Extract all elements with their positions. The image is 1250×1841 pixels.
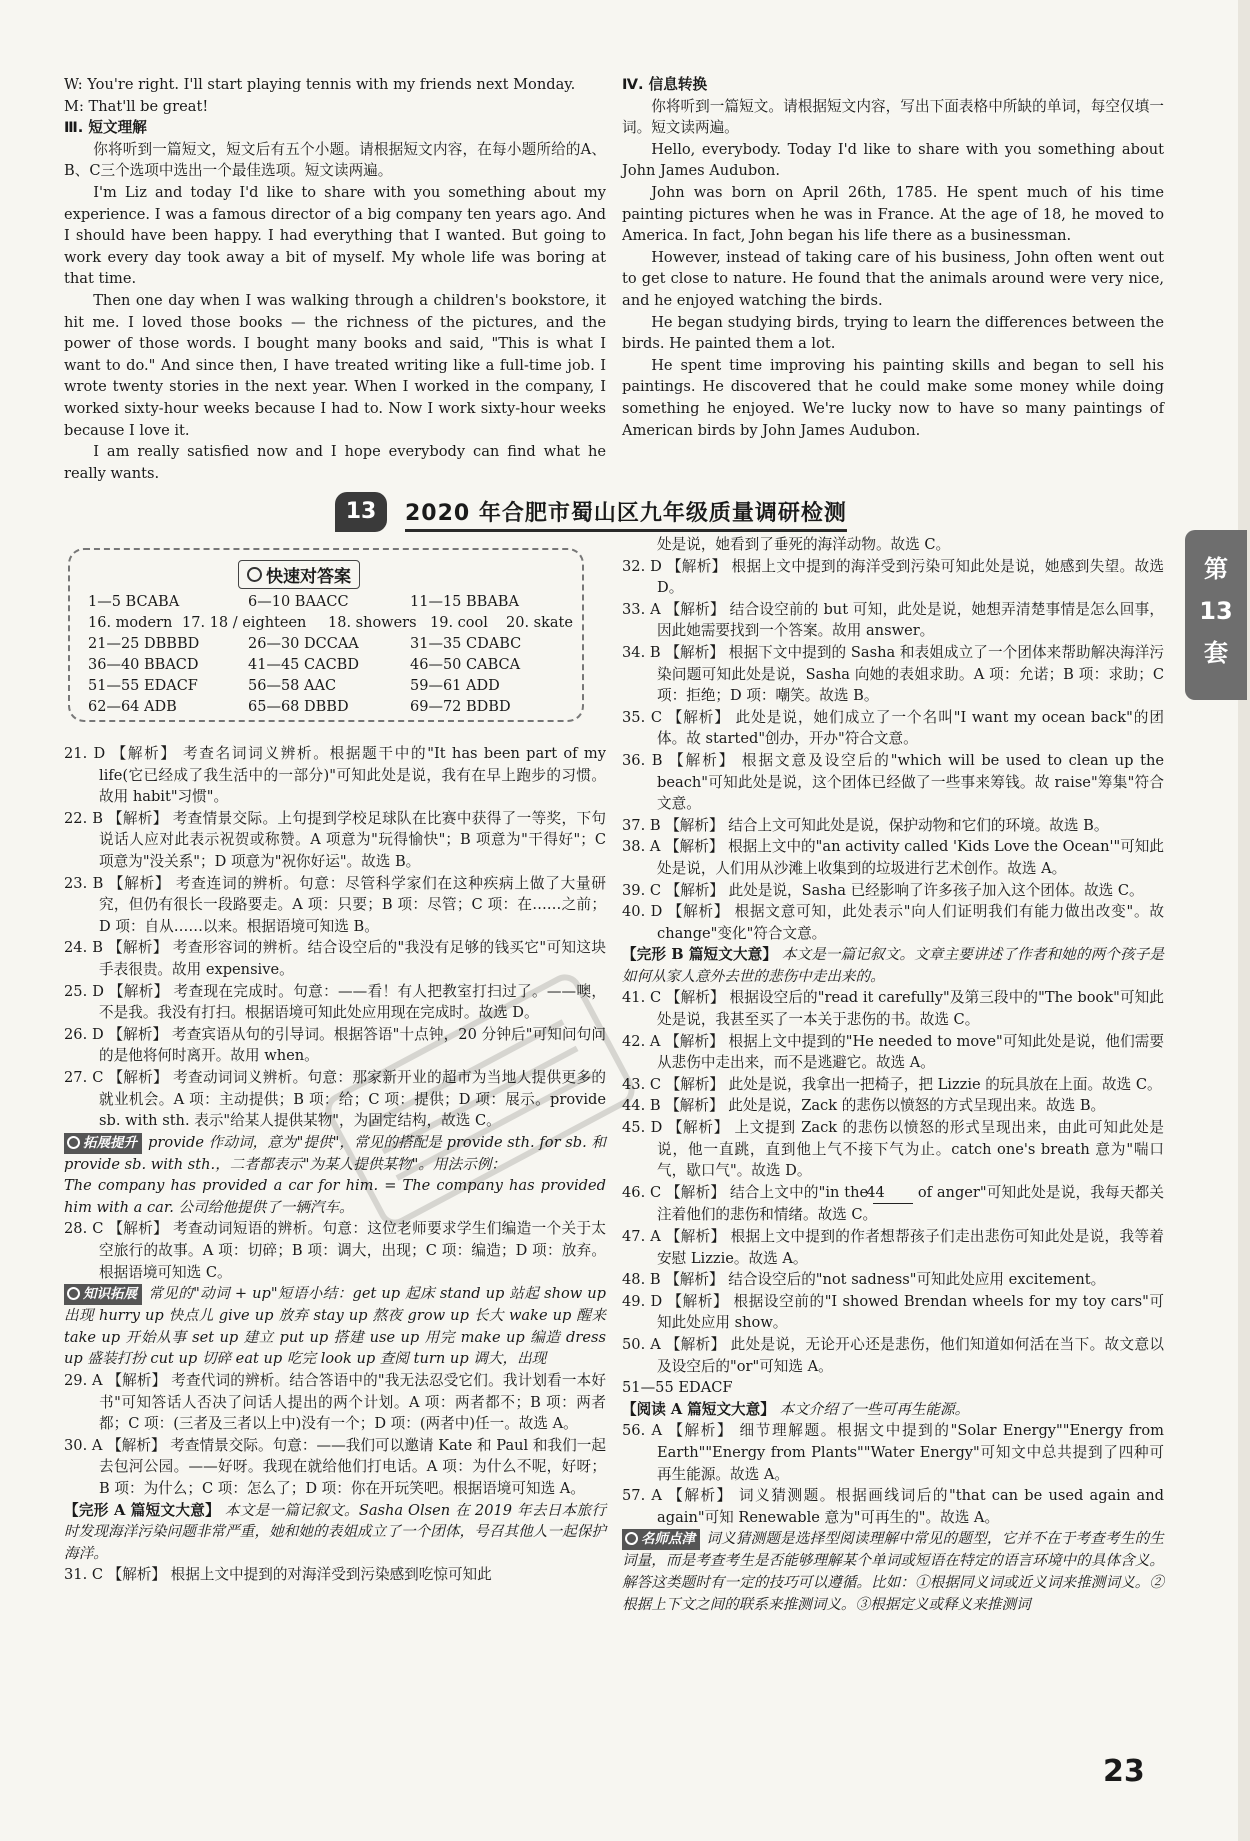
answer-cell: 31—35 CDABC bbox=[410, 636, 522, 652]
answer-analysis: 22. B 【解析】 考查情景交际。上句提到学校足球队在比赛中获得了一等奖，下句说话人应对此表示祝贺或称赞。A 项意为"玩得愉快"；B 项意为"干得好"；C 项意为"没关系"；D 项意为"祝你好运"。故选 B。 bbox=[64, 809, 606, 870]
passage-paragraph: Hello, everybody. Today I'd like to share with you something about John James Audubon. bbox=[622, 140, 1164, 180]
section-intro: 你将听到一篇短文。请根据短文内容，写出下面表格中所缺的单词，每空仅填一词。短文读两遍。 bbox=[622, 97, 1164, 137]
section-intro: 你将听到一篇短文，短文后有五个小题。请根据短文内容，在每小题所给的A、B、C三个选项中选出一个最佳选项。短文读两遍。 bbox=[64, 140, 606, 180]
quick-answer-heading bbox=[238, 560, 360, 589]
answer-cell: 36—40 BBACD bbox=[88, 657, 199, 673]
answer-analysis: 25. D 【解析】 考查现在完成时。句意：——看！有人把教室打扫过了。——噢，不是我。我没有打扫。根据语境可知此处应用现在完成时。故选 D。 bbox=[64, 982, 606, 1022]
answer-cell: 59—61 ADD bbox=[410, 678, 500, 694]
listening-script-right bbox=[622, 74, 1164, 441]
analysis-right-column bbox=[622, 534, 1164, 1615]
dialogue-line: W: You're right. I'll start playing tennis with my friends next Monday. bbox=[64, 76, 576, 93]
answer-analysis: 42. A 【解析】 根据上文中提到的"He needed to move"可知此处是说，他们需要从悲伤中走出来，而不是逃避它。故选 A。 bbox=[622, 1032, 1164, 1072]
answer-cell: 1—5 BCABA bbox=[88, 594, 180, 610]
test-number-badge: 13 bbox=[335, 492, 387, 532]
answer-cell: 20. skate bbox=[506, 615, 573, 631]
answer-analysis: 41. C 【解析】 根据设空后的"read it carefully"及第三段中的"The book"可知此处是说，我甚至买了一本关于悲伤的书。故选 C。 bbox=[622, 989, 1164, 1029]
answer-cell: 69—72 BDBD bbox=[410, 699, 511, 715]
answer-cell: 6—10 BAACC bbox=[248, 594, 349, 610]
passage-paragraph: However, instead of taking care of his business, John often went out to get close to nature. He found that the animals around were very nice, and he enjoyed watching the birds. bbox=[622, 248, 1164, 309]
tip-icon bbox=[67, 1136, 80, 1149]
analysis-text: 46. C 【解析】 结合上文中的"in the bbox=[622, 1183, 869, 1201]
answer-cell: 62—64 ADB bbox=[88, 699, 177, 715]
answer-analysis: 26. D 【解析】 考查宾语从句的引导词。根据答语"十点钟，20 分钟后"可知问句问的是他将何时离开。故用 when。 bbox=[64, 1025, 606, 1065]
tab-number: 13 bbox=[1199, 597, 1233, 625]
answer-analysis: 处是说，她看到了垂死的海洋动物。故选 C。 bbox=[657, 536, 951, 553]
answer-analysis: 27. C 【解析】 考查动词词义辨析。句意：那家新开业的超市为当地人提供更多的就业机会。A 项：主动提供；B 项：给；C 项：提供；D 项：展示。provide sb. with sth. 表示"给某人提供某物"，为固定结构，故选 C。 bbox=[64, 1068, 606, 1130]
answer-analysis: 51—55 EDACF bbox=[622, 1379, 733, 1397]
passage-paragraph: He began studying birds, trying to learn the differences between the birds. He painted them a lot. bbox=[622, 313, 1164, 353]
knowledge-tip-tag: 知识拓展 bbox=[64, 1284, 142, 1305]
summary-text: 本文是一篇记叙文。文章主要讲述了作者和她的两个孩子是如何从家人意外去世的悲伤中走出来的。 bbox=[622, 946, 1164, 985]
summary-tag: 【完形 A 篇短文大意】 bbox=[64, 1501, 220, 1519]
passage-paragraph: I am really satisfied now and I hope everybody can find what he really wants. bbox=[64, 443, 606, 482]
answer-analysis: 37. B 【解析】 结合上文可知此处是说，保护动物和它们的环境。故选 B。 bbox=[622, 816, 1109, 834]
analysis-left-column bbox=[64, 743, 606, 1586]
passage-paragraph: He spent time improving his painting skills and began to sell his paintings. He discovered that he could make some money while doing something he enjoyed. We're lucky now to have so many paintings of American birds by John James Audubon. bbox=[622, 356, 1164, 439]
answer-analysis: 38. A 【解析】 根据上文中的"an activity called 'Kids Love the Ocean'"可知此处是说，人们用从沙滩上收集到的垃圾进行艺术创作。故选 A。 bbox=[622, 838, 1164, 877]
passage-paragraph: Then one day when I was walking through a children's bookstore, it hit me. I loved those books — the richness of the pictures, and the power of those words. I bought many books and said, "This is what I want to do." And since then, I have treated writing like a full-time job. I wrote twenty stories in the next year. When I worked in the company, I worked sixty-hour weeks because I had to. Now I work sixty-hour weeks because I love it. bbox=[64, 291, 606, 439]
passage-summary-cloze-a bbox=[64, 1500, 606, 1565]
passage-summary-cloze-b bbox=[622, 944, 1164, 987]
tip-icon bbox=[625, 1532, 638, 1545]
extend-tip-tag: 拓展提升 bbox=[64, 1133, 142, 1154]
quick-answer-heading-text: 快速对答案 bbox=[266, 567, 351, 587]
answer-analysis: 44. B 【解析】 此处是说，Zack 的悲伤以愤怒的方式呈现出来。故选 B。 bbox=[622, 1097, 1106, 1115]
answer-cell: 16. modern bbox=[88, 615, 173, 631]
section-title: Ⅳ. 信息转换 bbox=[622, 76, 708, 93]
quick-answer-box bbox=[68, 548, 584, 722]
answer-analysis: 47. A 【解析】 根据上文中提到的作者想帮孩子们走出悲伤可知此处是说，我等着安慰 Lizzie。故选 A。 bbox=[622, 1228, 1164, 1267]
answer-analysis: 31. C 【解析】 根据上文中提到的对海洋受到污染感到吃惊可知此 bbox=[64, 1566, 492, 1584]
tip-icon bbox=[67, 1287, 80, 1300]
page-edge-strip bbox=[1238, 0, 1250, 1841]
dialogue-line: M: That'll be great! bbox=[64, 97, 209, 115]
section-title: Ⅲ. 短文理解 bbox=[64, 119, 147, 137]
answer-analysis: 21. D 【解析】 考查名词词义辨析。根据题干中的"It has been part of my life(它已经成了我生活中的一部分)"可知此处是说，我有在早上跑步的习惯。故用 habit"习惯"。 bbox=[64, 745, 606, 806]
test-title-band bbox=[335, 492, 891, 534]
teacher-tip bbox=[622, 1528, 1164, 1615]
answer-analysis: 32. D 【解析】 根据上文中提到的海洋受到污染可知此处是说，她感到失望。故选 D。 bbox=[622, 557, 1164, 597]
answer-analysis: 23. B 【解析】 考查连词的辨析。句意：尽管科学家们在这种疾病上做了大量研究，但仍有很长一段路要走。A 项：只要；B 项：尽管；C 项：在……之前；D 项：自从……以来。根据语境可知选 B。 bbox=[64, 874, 606, 935]
answer-analysis: 57. A 【解析】 词义猜测题。根据画线词后的"that can be used again and again"可知 Renewable 意为"可再生的"。故选 A。 bbox=[622, 1487, 1164, 1526]
extend-tip bbox=[64, 1132, 606, 1176]
answer-analysis: 24. B 【解析】 考查形容词的辨析。结合设空后的"我没有足够的钱买它"可知这块手表很贵。故用 expensive。 bbox=[64, 939, 606, 978]
answer-cell: 26—30 DCCAA bbox=[248, 636, 359, 652]
answer-analysis: 45. D 【解析】 上文提到 Zack 的悲伤以愤怒的形式呈现出来，由此可知此处是说，他一直跳，直到他上气不接下气为止。catch one's breath 意为"喘口气，歇口气"。故选 D。 bbox=[622, 1119, 1164, 1180]
knowledge-tip bbox=[64, 1283, 606, 1370]
answer-analysis: 49. D 【解析】 根据设空前的"I showed Brendan wheels for my toy cars"可知此处应用 show。 bbox=[622, 1292, 1164, 1332]
answer-analysis-46 bbox=[622, 1182, 1164, 1226]
teacher-tip-text: 词义猜测题是选择型阅读理解中常见的题型，它并不在于考查考生的生词量，而是考查考生是否能够理解某个单词或短语在特定的语言环境中的具体含义。解答这类题时有一定的技巧可以遵循。比如：①根据同义词或近义词来推测词义。②根据上下文之间的联系来推测词义。③根据定义或释义来推测词 bbox=[622, 1530, 1164, 1613]
listening-script-left bbox=[64, 74, 606, 484]
answer-cell: 21—25 DBBBD bbox=[88, 636, 200, 652]
magnifier-icon bbox=[247, 567, 262, 582]
summary-text: 本文是一篇记叙文。Sasha Olsen 在 2019 年去日本旅行时发现海洋污染问题非常严重，她和她的表姐成立了一个团体，号召其他人一起保护海洋。 bbox=[64, 1501, 606, 1562]
knowledge-tip-text: 常见的"动词 + up"短语小结：get up 起床 stand up 站起 show up 出现 hurry up 快点儿 give up 放弃 stay up 熬夜 grow up 长大 wake up 醒来 take up 开始从事 set up 建立 put up 搭建 use up 用完 make up 编造 dress up 盛装打扮 cut up 切碎 eat up 吃完 look up 查阅 turn up 调大，出现 bbox=[64, 1285, 606, 1368]
summary-tag: 【阅读 A 篇短文大意】 bbox=[622, 1400, 775, 1418]
extend-tip-text: provide 作动词，意为"提供"，常见的搭配是 provide sth. for sb. 和 provide sb. with sth.，二者都表示"为某人提供某物"。用法示例： bbox=[64, 1133, 606, 1173]
page-number: 23 bbox=[1103, 1754, 1145, 1789]
answer-analysis: 35. C 【解析】 此处是说，她们成立了一个名叫"I want my ocean back"的团体。故 started"创办，开办"符合文意。 bbox=[622, 708, 1164, 748]
extend-tip-example: The company has provided a car for him. = The company has provided him with a car. 公司给他提供了一辆汽车。 bbox=[64, 1177, 606, 1216]
summary-text: 本文介绍了一些可再生能源。 bbox=[779, 1400, 970, 1418]
answer-cell: 65—68 DBBD bbox=[248, 699, 349, 715]
answer-analysis: 34. B 【解析】 根据下文中提到的 Sasha 和表姐成立了一个团体来帮助解决海洋污染问题可知此处是说，Sasha 向她的表姐求助。A 项：允诺；B 项：求助；C 项：拒绝；D 项：嘲笑。故选 B。 bbox=[622, 643, 1164, 705]
passage-paragraph: I'm Liz and today I'd like to share with you something about my experience. I was a famous director of a big company ten years ago. And I should have been happy. I had everything that I wanted. But going to work every day took away a bit of myself. My whole life was boring at that time. bbox=[64, 183, 606, 288]
answer-cell: 56—58 AAC bbox=[248, 678, 337, 694]
passage-summary-reading-a bbox=[622, 1399, 1164, 1421]
answer-cell: 41—45 CACBD bbox=[248, 657, 359, 673]
answer-analysis: 40. D 【解析】 根据文意可知，此处表示"向人们证明我们有能力做出改变"。故 change"变化"符合文意。 bbox=[622, 903, 1164, 942]
answer-analysis: 43. C 【解析】 此处是说，我拿出一把椅子，把 Lizzie 的玩具放在上面。故选 C。 bbox=[622, 1075, 1162, 1093]
answer-cell: 46—50 CABCA bbox=[410, 657, 521, 673]
set-number-tab bbox=[1185, 530, 1247, 700]
answer-analysis: 36. B 【解析】 根据文意及设空后的"which will be used to clean up the beach"可知此处是说，这个团体已经做了一些事来筹钱。故 raise"筹集"符合文意。 bbox=[622, 751, 1164, 813]
tab-char: 第 bbox=[1204, 555, 1228, 583]
answer-analysis: 29. A 【解析】 考查代词的辨析。结合答语中的"我无法忍受它们。我计划看一本好书"可知答话人否决了问话人提出的两个计划。A 项：两者都不；B 项：两者都；C 项：(三者及三者以上中)没有一个；D 项：(两者中)任一。故选 A。 bbox=[64, 1372, 606, 1433]
tab-char: 套 bbox=[1204, 639, 1228, 667]
test-title: 2020 年合肥市蜀山区九年级质量调研检测 bbox=[405, 496, 847, 532]
answer-analysis: 50. A 【解析】 此处是说，无论开心还是悲伤，他们知道如何活在当下。故文意以及设空后的"or"可知选 A。 bbox=[622, 1335, 1164, 1375]
answer-analysis: 48. B 【解析】 结合设空后的"not sadness"可知此处应用 excitement。 bbox=[622, 1271, 1106, 1289]
answer-cell: 17. 18 / eighteen bbox=[182, 615, 307, 631]
summary-tag: 【完形 B 篇短文大意】 bbox=[622, 946, 778, 964]
passage-paragraph: John was born on April 26th, 1785. He spent much of his time painting pictures when he was in France. At the age of 18, he moved to America. In fact, John began his life there as a businessman. bbox=[622, 183, 1164, 245]
answer-analysis: 39. C 【解析】 此处是说，Sasha 已经影响了许多孩子加入这个团体。故选 C。 bbox=[622, 881, 1144, 899]
answer-cell: 51—55 EDACF bbox=[88, 678, 198, 694]
analysis-text: of anger"可知此处是说，我每天都关注着他们的悲伤和情绪。故选 C。 bbox=[657, 1183, 1164, 1224]
answer-cell: 18. showers bbox=[328, 615, 417, 631]
answer-analysis: 56. A 【解析】 细节理解题。根据文中提到的"Solar Energy""Energy from Earth""Energy from Plants""Water Energy"可知文中总共提到了四种可再生能源。故选 A。 bbox=[622, 1422, 1164, 1483]
answer-cell: 19. cool bbox=[430, 615, 488, 631]
answer-analysis: 33. A 【解析】 结合设空前的 but 可知，此处是说，她想弄清楚事情是怎么回事，因此她需要找到一个答案。故用 answer。 bbox=[622, 600, 1164, 640]
answer-analysis: 28. C 【解析】 考查动词短语的辨析。句意：这位老师要求学生们编造一个关于太空旅行的故事。A 项：切碎；B 项：调大，出现；C 项：编造；D 项：放弃。根据语境可知选 C。 bbox=[64, 1220, 606, 1281]
answer-cell: 11—15 BBABA bbox=[410, 594, 519, 610]
blank-reference: 44 bbox=[873, 1182, 913, 1205]
answer-analysis: 30. A 【解析】 考查情景交际。句意：——我们可以邀请 Kate 和 Paul 和我们一起去包河公园。——好呀。我现在就给他们打电话。A 项：为什么不呢，好呀；B 项：为什么；C 项：怎么了；D 项：你在开玩笑吧。根据语境可知选 A。 bbox=[64, 1436, 606, 1497]
teacher-tip-tag: 名师点津 bbox=[622, 1529, 700, 1550]
